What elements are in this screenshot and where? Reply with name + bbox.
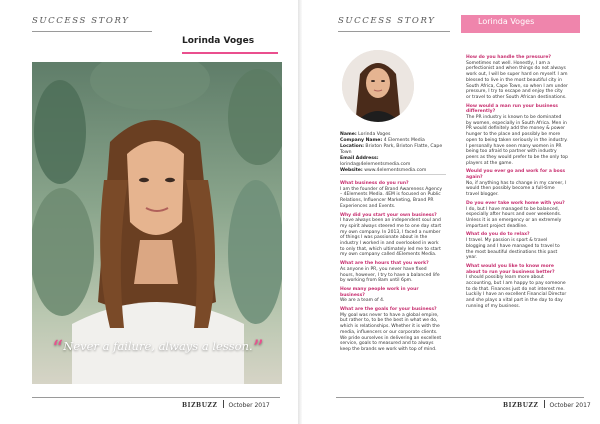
question: How would a man run your business differently?	[466, 103, 558, 115]
question: Do you ever take work home with you?	[466, 200, 565, 206]
answer: My goal was never to have a global empire, but rather to, to be the best in what we do, which is relationships. Whether it is with the media, influencers or our corporate clients. We pride ourselves in delivering an excellent service, goals to measured and to always keep the brands we work with top of mind.	[340, 312, 442, 352]
portrait-photo	[342, 50, 414, 122]
question: What do you do to relax?	[466, 232, 530, 238]
answer: I should possibly learn more about accounting, but I am happy to pay someone to do that. Finances just do not interest me. Luckily I have an excellent Financial Director and she plays a vital part in the day to day running of my business.	[466, 275, 567, 309]
open-quote-icon: “	[52, 337, 64, 362]
footer-brand: BIZBUZZ	[503, 402, 539, 409]
profile-photo	[32, 62, 282, 384]
name-tab-label: Lorinda Voges	[478, 17, 535, 26]
portrait-illustration	[342, 50, 414, 122]
left-page	[0, 0, 298, 424]
question: What are the goals for your business?	[340, 307, 437, 313]
detail-location: Location: Brixton Park, Brixton Flatte, Cape Town	[340, 144, 443, 155]
answer: I travel. My passion is sport & travel blogging and I have managed to travel to the most beautiful destinations this past year.	[466, 238, 560, 261]
page-footer	[182, 400, 270, 409]
answer: As anyone in PR, you never have fixed hours, however, I try to have a balanced life by working from 8am until 6pm.	[340, 266, 440, 284]
footer-separator	[544, 400, 545, 408]
name-underline	[182, 52, 278, 54]
footer-brand: BIZBUZZ	[182, 402, 218, 409]
name-heading: Lorinda Voges	[182, 36, 255, 46]
answer: We are a team of 4.	[340, 298, 385, 304]
answer: Sometimes not well. Honestly, I am a perfectionist and when things do not always work out, I will be super hard on myself. I am blessed to live in the most beautiful city in South Africa, Cape Town, so when I am under pressure, I try to escape and enjoy the city or travel to other South African destinations.	[466, 60, 568, 100]
question: How do you handle the pressure?	[466, 55, 551, 60]
detail-website: Website: www.4elementsmedia.com	[340, 168, 427, 173]
section-rule	[32, 31, 152, 32]
answer: The PR industry is known to be dominated by women, especially in South Africa. Men in PR would definitely add the money & power hunger to the place and possibly be more open to being taken seriously in the industry. I personally have seen many women in PR being too afraid to partner with industry peers as they would prefer to be the only top players at the game.	[466, 115, 569, 166]
question: Would you ever go and work for a boss again?	[466, 169, 566, 181]
footer-separator	[223, 400, 224, 408]
profile-details	[340, 132, 446, 174]
detail-email: Email Address: lorinda@4elementsmedia.com	[340, 156, 411, 167]
question: How many people work in your business?	[340, 286, 419, 298]
close-quote-icon: ”	[252, 337, 264, 362]
pull-quote	[52, 337, 264, 362]
answer: No, if anything has to change in my career, I would then possibly become a full-time travel blogger.	[466, 180, 567, 198]
details-divider	[340, 174, 446, 175]
page-footer	[503, 400, 591, 409]
footer-rule	[336, 397, 584, 398]
question: What business do you run?	[340, 181, 409, 186]
question: What are the hours that you work?	[340, 261, 429, 267]
question: What would you like to know more about to run your business better?	[466, 263, 555, 275]
section-label: SUCCESS STORY	[338, 16, 436, 26]
qa-column-2	[466, 52, 568, 311]
qa-column-1	[340, 178, 442, 354]
cactus-portrait-illustration	[32, 62, 282, 384]
footer-rule	[32, 397, 280, 398]
question: Why did you start your own business?	[340, 212, 437, 218]
answer: I am the founder of Brand Awareness Agency – 4Elements Media. 4EM is focused on Public Relations, Influencer Marketing, Brand PR Experiences and Events.	[340, 186, 442, 209]
answer: I do, but I have managed to be balanced, especially after hours and over weekends. Unless it is an emergency or an extremely important project deadline.	[466, 206, 562, 229]
footer-date: October 2017	[228, 402, 270, 409]
footer-date: October 2017	[549, 402, 591, 409]
detail-company: Company Name: 4 Elements Media	[340, 138, 425, 143]
pull-quote-text: Never a failure, always a lesson.	[63, 339, 253, 353]
section-rule	[338, 31, 450, 32]
section-label: SUCCESS STORY	[32, 16, 130, 26]
answer: I have always been an independent soul and my spirit always steered me to one day start my own company. In 2013, I faced a number of things I was passionate about in the industry I worked in and overlooked in work to only that, which ultimately led me to start my own company called 4Elements Media.	[340, 218, 442, 258]
detail-name: Name: Lorinda Voges	[340, 132, 391, 137]
